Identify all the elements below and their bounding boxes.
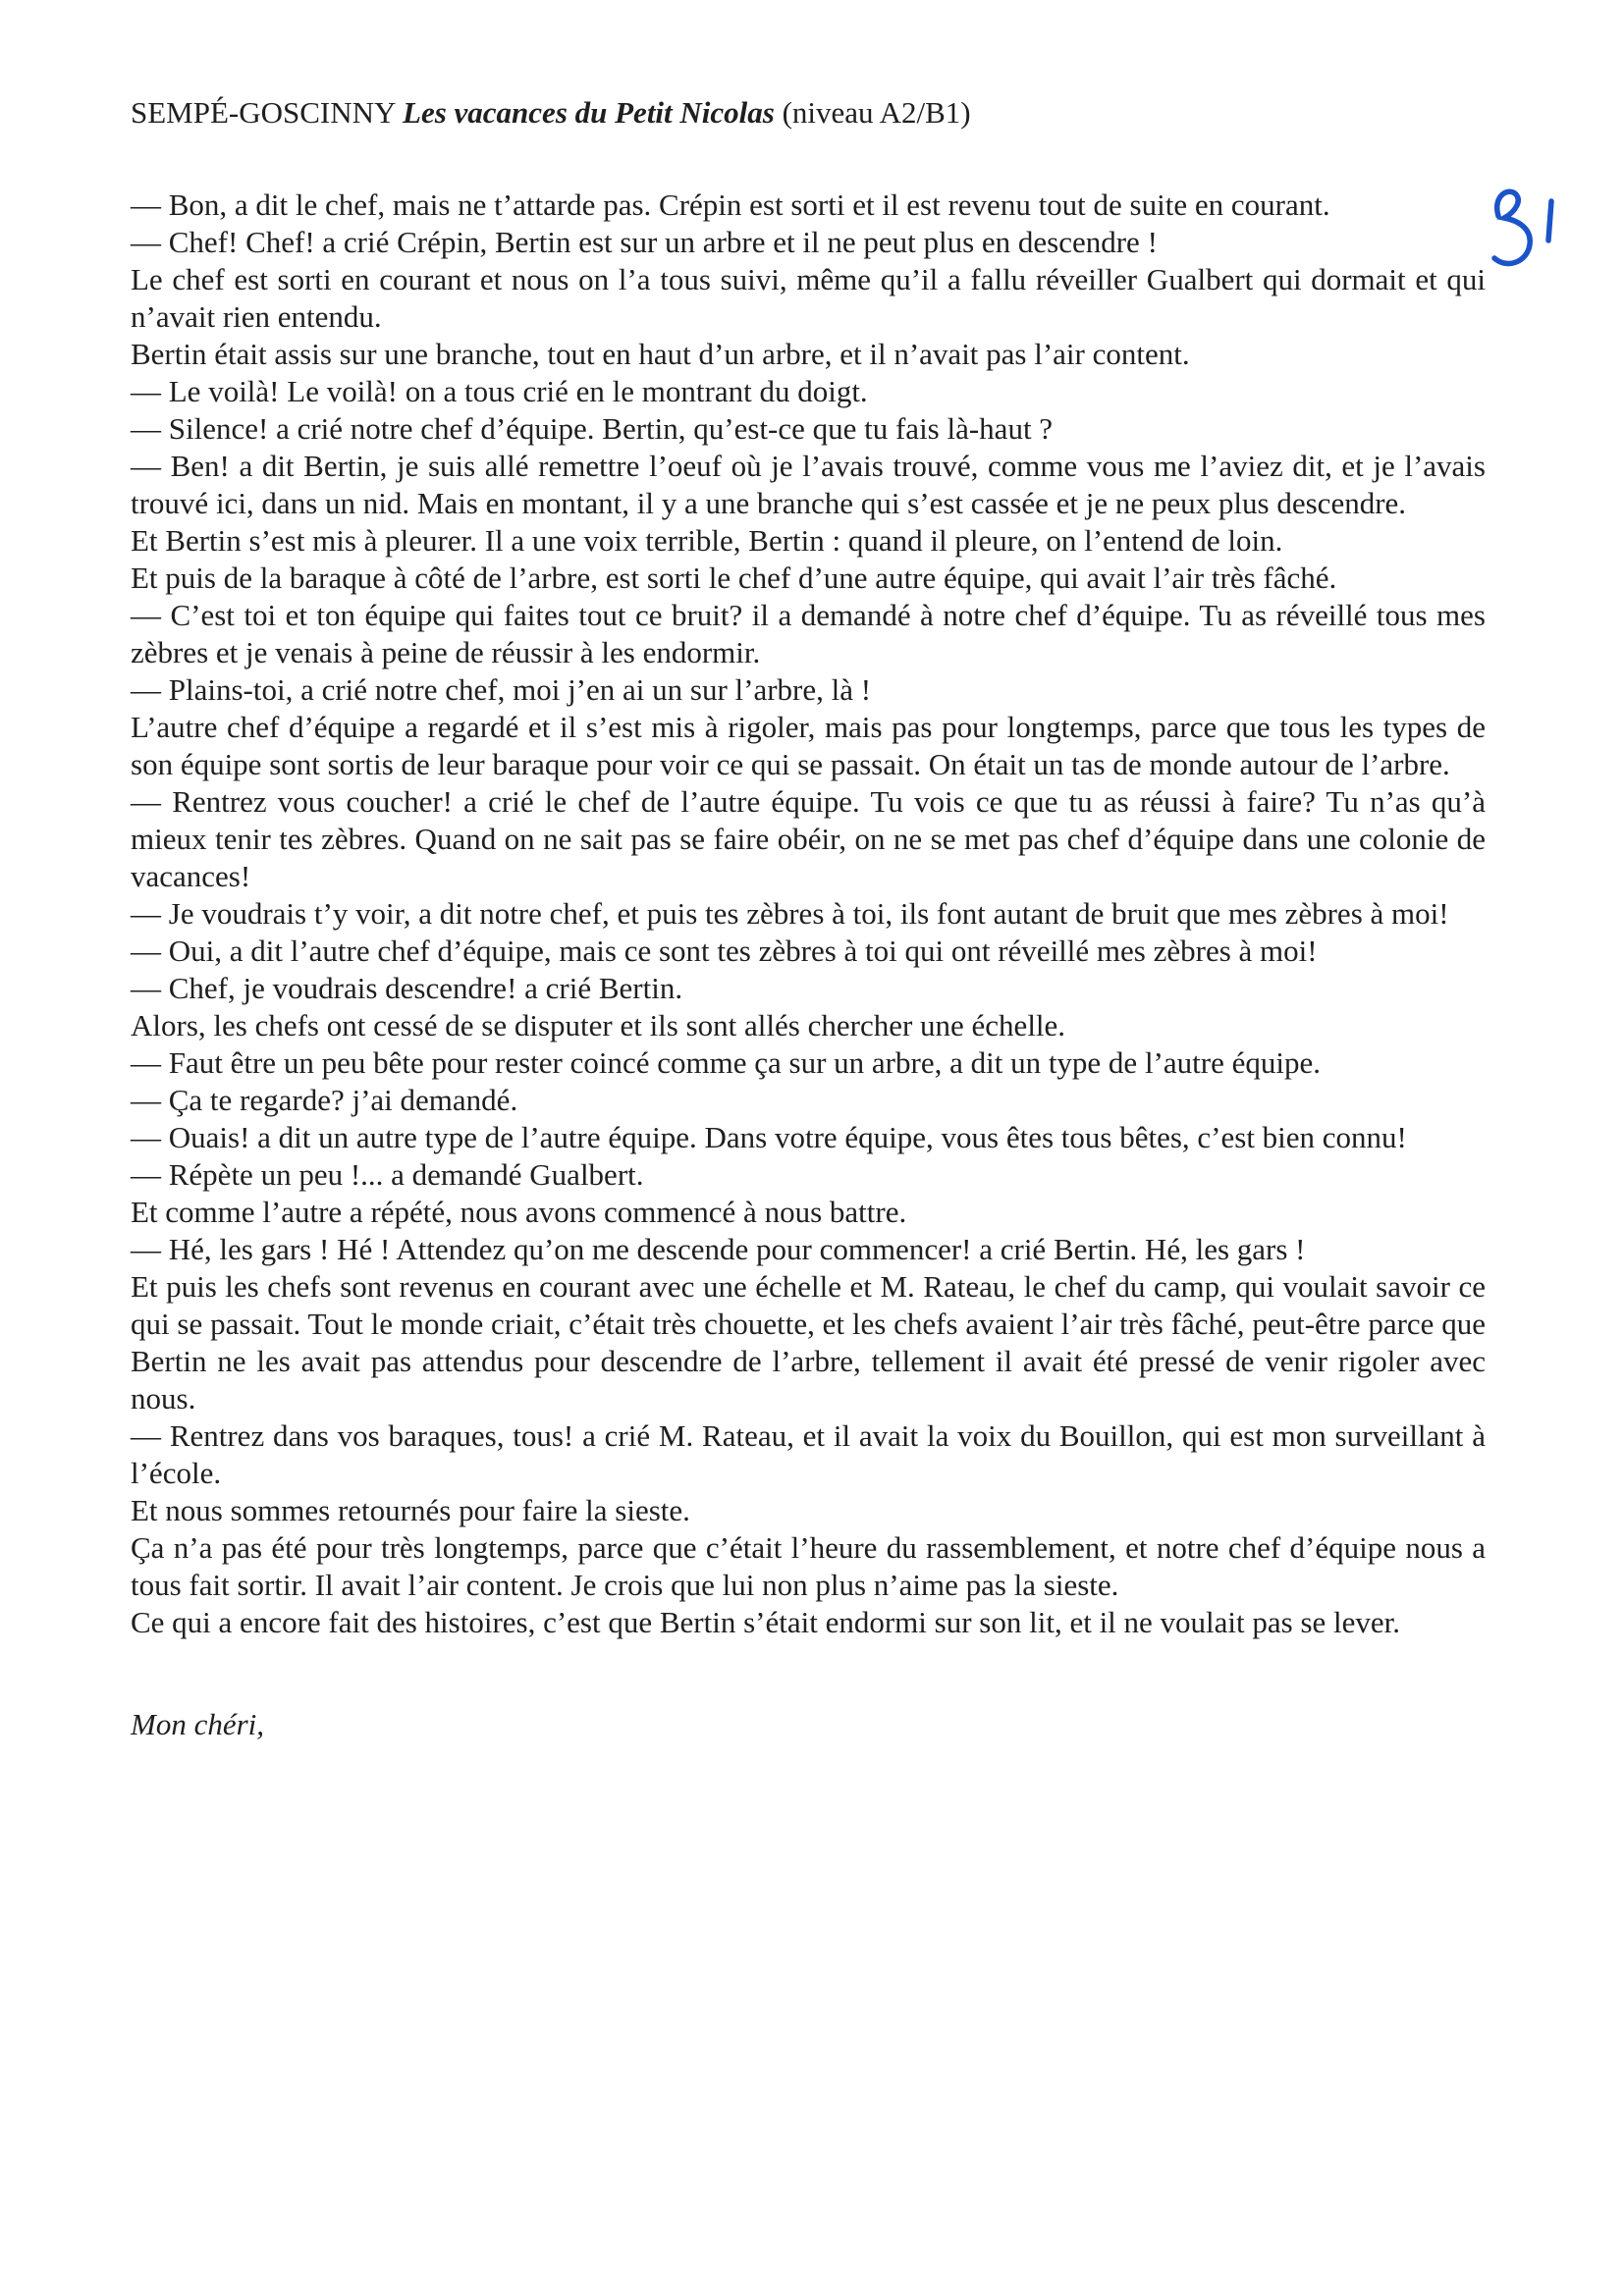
paragraph: — Plains-toi, a crié notre chef, moi j’en ai un sur l’arbre, là ! bbox=[131, 672, 872, 707]
paragraph: — Faut être un peu bête pour rester coincé comme ça sur un arbre, a dit un type de l’autre équipe. bbox=[131, 1045, 1321, 1080]
paragraph: — Silence! a crié notre chef d’équipe. Bertin, qu’est-ce que tu fais là-haut ? bbox=[131, 411, 1054, 446]
paragraph: Ce qui a encore fait des histoires, c’est que Bertin s’était endormi sur son lit, et il ne voulait pas se lever. bbox=[131, 1605, 1401, 1639]
paragraph: — Je voudrais t’y voir, a dit notre chef, et puis tes zèbres à toi, ils font autant de bruit que mes zèbres à moi! bbox=[131, 896, 1449, 931]
body-text bbox=[131, 187, 1486, 1743]
paragraph: Ça n’a pas été pour très longtemps, parce que c’était l’heure du rassemblement, et notre chef d’équipe nous a tous fait sortir. Il avait l’air content. Je crois que lui non plus n’aime pas la sieste. bbox=[131, 1530, 1486, 1602]
header-level: (niveau A2/B1) bbox=[782, 95, 971, 130]
paragraph: Bertin était assis sur une branche, tout en haut d’un arbre, et il n’avait pas l’air content. bbox=[131, 337, 1190, 371]
handwritten-page-number-31 bbox=[1481, 185, 1569, 278]
paragraph: — Rentrez vous coucher! a crié le chef de l’autre équipe. Tu vois ce que tu as réussi à faire? Tu n’as qu’à mieux tenir tes zèbres. Quand on ne sait pas se faire obéir, on ne se met pas chef d’équipe dans une colonie de vacances! bbox=[131, 784, 1486, 893]
header-book-title: Les vacances du Petit Nicolas bbox=[403, 95, 775, 130]
page-header bbox=[131, 94, 1486, 132]
paragraph: — Ça te regarde? j’ai demandé. bbox=[131, 1083, 518, 1117]
paragraph: L’autre chef d’équipe a regardé et il s’est mis à rigoler, mais pas pour longtemps, parce que tous les types de son équipe sont sortis de leur baraque pour voir ce qui se passait. On était un tas de monde autour de l’arbre. bbox=[131, 710, 1486, 781]
paragraph: — Chef! Chef! a crié Crépin, Bertin est sur un arbre et il ne peut plus en descendre ! bbox=[131, 225, 1158, 259]
paragraph: — Chef, je voudrais descendre! a crié Bertin. bbox=[131, 971, 683, 1005]
paragraph: Et puis les chefs sont revenus en courant avec une échelle et M. Rateau, le chef du camp, qui voulait savoir ce qui se passait. Tout le monde criait, c’était très chouette, et les chefs avaient l’air très fâché, peut-être parce que Bertin ne les avait pas attendus pour descendre de l’arbre, tellement il avait été pressé de venir rigoler avec nous. bbox=[131, 1269, 1486, 1415]
paragraph: — C’est toi et ton équipe qui faites tout ce bruit? il a demandé à notre chef d’équipe. Tu as réveillé tous mes zèbres et je venais à peine de réussir à les endormir. bbox=[131, 598, 1486, 669]
paragraph: Et comme l’autre a répété, nous avons commencé à nous battre. bbox=[131, 1195, 907, 1229]
paragraph: Alors, les chefs ont cessé de se disputer et ils sont allés chercher une échelle. bbox=[131, 1008, 1066, 1042]
paragraph: Le chef est sorti en courant et nous on l’a tous suivi, même qu’il a fallu réveiller Gualbert qui dormait et qui n’avait rien entendu. bbox=[131, 262, 1486, 334]
paragraph: — Répète un peu !... a demandé Gualbert. bbox=[131, 1157, 644, 1192]
paragraph: — Le voilà! Le voilà! on a tous crié en le montrant du doigt. bbox=[131, 374, 868, 408]
paragraph: — Rentrez dans vos baraques, tous! a crié M. Rateau, et il avait la voix du Bouillon, qui est mon surveillant à l’école. bbox=[131, 1418, 1486, 1490]
paragraph: — Bon, a dit le chef, mais ne t’attarde pas. Crépin est sorti et il est revenu tout de suite en courant. bbox=[131, 187, 1330, 222]
paragraph: — Ben! a dit Bertin, je suis allé remettre l’oeuf où je l’avais trouvé, comme vous me l’aviez dit, et je l’avais trouvé ici, dans un nid. Mais en montant, il y a une branche qui s’est cassée et je ne peux plus descendre. bbox=[131, 449, 1486, 520]
paragraph: Et Bertin s’est mis à pleurer. Il a une voix terrible, Bertin : quand il pleure, on l’entend de loin. bbox=[131, 523, 1283, 558]
handwritten-digit-3 bbox=[1494, 191, 1530, 263]
paragraph: Et puis de la baraque à côté de l’arbre, est sorti le chef d’une autre équipe, qui avait l’air très fâché. bbox=[131, 561, 1337, 595]
header-author: SEMPÉ-GOSCINNY bbox=[131, 95, 396, 130]
paragraph: — Hé, les gars ! Hé ! Attendez qu’on me descende pour commencer! a crié Bertin. Hé, les gars ! bbox=[131, 1232, 1306, 1266]
handwritten-digit-1 bbox=[1548, 201, 1551, 240]
paragraph: — Ouais! a dit un autre type de l’autre équipe. Dans votre équipe, vous êtes tous bêtes, c’est bien connu! bbox=[131, 1120, 1407, 1154]
paragraph: Et nous sommes retournés pour faire la sieste. bbox=[131, 1493, 690, 1527]
closing-line: Mon chéri, bbox=[131, 1707, 265, 1741]
paragraph: — Oui, a dit l’autre chef d’équipe, mais ce sont tes zèbres à toi qui ont réveillé mes zèbres à moi! bbox=[131, 934, 1318, 968]
